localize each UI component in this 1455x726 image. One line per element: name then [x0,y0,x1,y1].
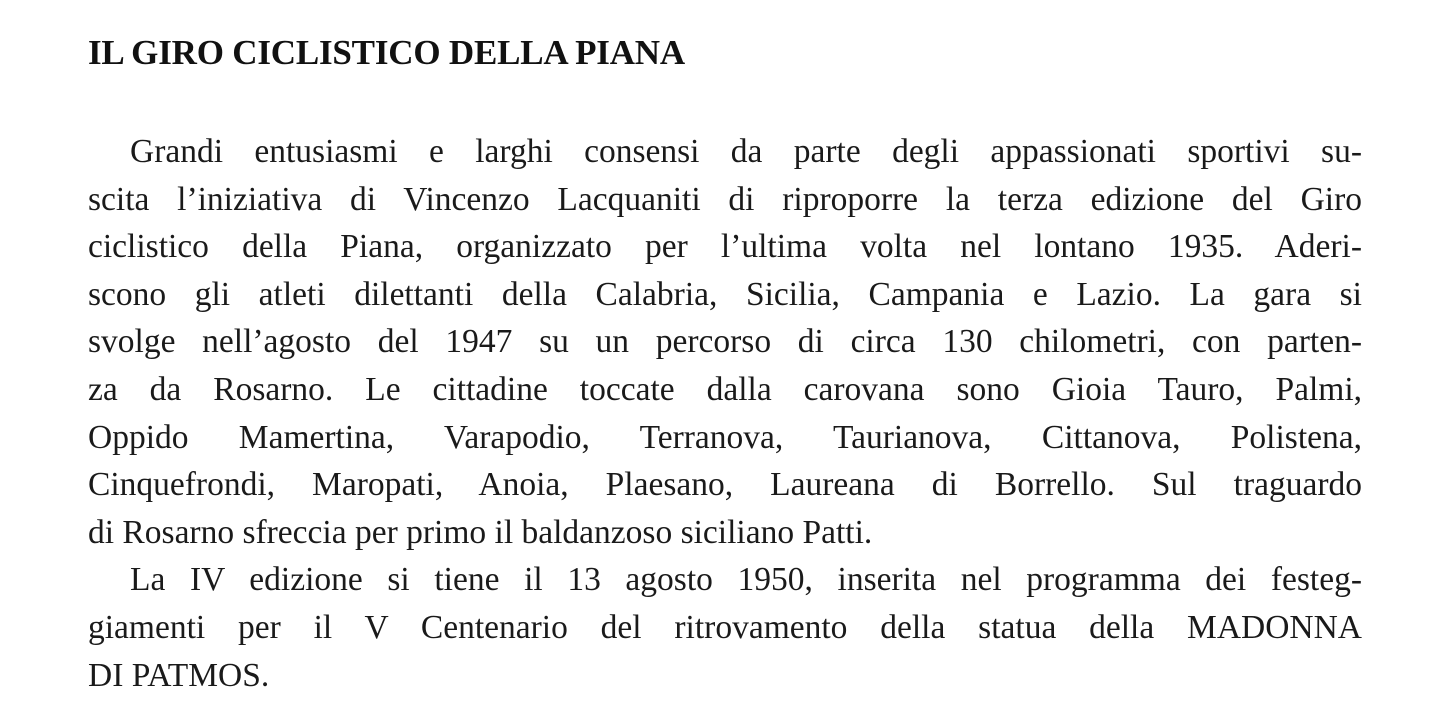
text-line: di Rosarno sfreccia per primo il baldanzoso siciliano Patti. [88,513,873,551]
text-line: DI PATMOS. [88,656,270,694]
document-title: IL GIRO CICLISTICO DELLA PIANA [88,33,685,72]
text-line: giamenti per il V Centenario del ritrovamento della statua della MADONNA [88,608,1362,646]
text-line: Oppido Mamertina, Varapodio, Terranova, Taurianova, Cittanova, Polistena, [88,418,1362,456]
document-body [88,128,1362,699]
paragraph-2 [88,556,1362,699]
text-line: scono gli atleti dilettanti della Calabria, Sicilia, Campania e Lazio. La gara si [88,275,1362,313]
text-line: scita l’iniziativa di Vincenzo Lacquaniti di riproporre la terza edizione del Giro [88,180,1362,218]
text-line: za da Rosarno. Le cittadine toccate dalla carovana sono Gioia Tauro, Palmi, [88,370,1362,408]
text-line: Grandi entusiasmi e larghi consensi da parte degli appassionati sportivi su- [130,133,1362,170]
paragraph-1 [88,128,1362,556]
text-line: La IV edizione si tiene il 13 agosto 1950, inserita nel programma dei festeg- [130,561,1362,599]
document-page [88,30,1362,699]
text-line: ciclistico della Piana, organizzato per l’ultima volta nel lontano 1935. Aderi- [88,228,1362,266]
text-line: Cinquefrondi, Maropati, Anoia, Plaesano, Laureana di Borrello. Sul traguardo [88,466,1362,504]
text-line: svolge nell’agosto del 1947 su un percorso di circa 130 chilometri, con parten- [88,323,1362,361]
